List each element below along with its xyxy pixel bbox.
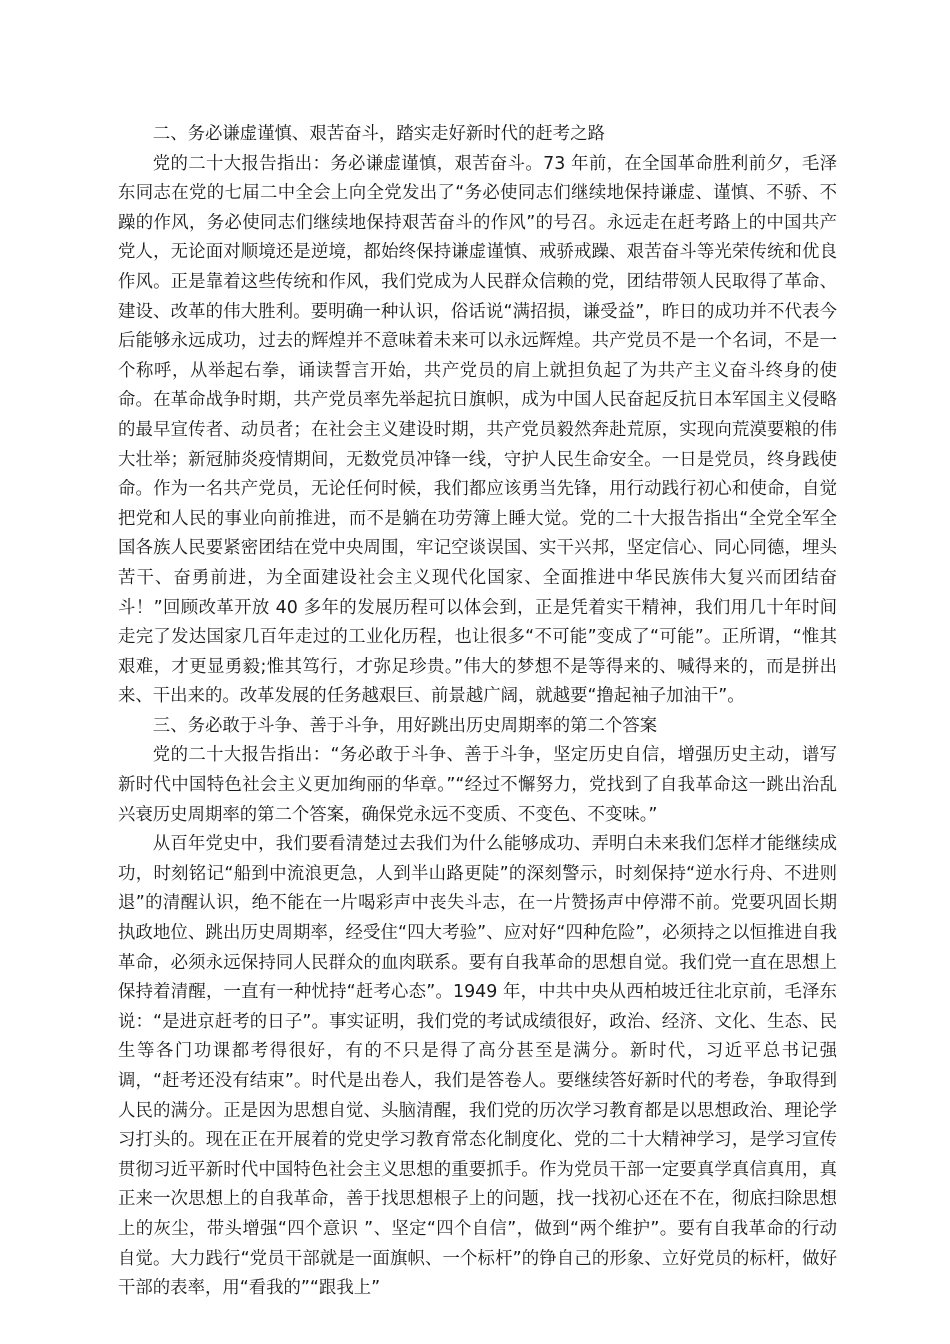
section-heading-3: 三、务必敢于斗争、善于斗争，用好跳出历史周期率的第二个答案: [152, 715, 658, 736]
paragraph-3: 从百年党史中，我们要看清楚过去我们为什么能够成功、弄明白未来我们怎样才能继续成功，时刻铭记“船到中流浪更急，人到半山路更陡”的深刻警示，时刻保持“逆水行舟、不进则退”的清醒认识，绝不能在一片喝彩声中丧失斗志，在一片赞扬声中停滞不前。党要巩固长期执政地位、跳出历史周期率，经受住“四大考验”、应对好“四种危险”，必须持之以恒推进自我革命，必须永远保持同人民群众的血肉联系。要有自我革命的思想自觉。我们党一直在思想上保持着清醒，一直有一种忧持“赶考心态”。1949 年，中共中央从西柏坡迁往北京前，毛泽东说：“是进京赶考的日子”。事实证明，我们党的考试成绩很好，政治、经济、文化、生态、民生等各门功课都考得很好，有的不只是得了高分甚至是满分。新时代，习近平总书记强调，“赶考还没有结束”。时代是出卷人，我们是答卷人。要继续答好新时代的考卷，争取得到人民的满分。正是因为思想自觉、头脑清醒，我们党的历次学习教育都是以思想政治、理论学习打头的。现在正在开展着的党史学习教育常态化制度化、党的二十大精神学习，是学习宣传贯彻习近平新时代中国特色社会主义思想的重要抓手。作为党员干部一定要真学真信真用，真正来一次思想上的自我革命，善于找思想根子上的问题，找一找初心还在不在，彻底扫除思想上的灰尘，带头增强“四个意识 ”、坚定“四个自信”，做到“两个维护”。要有自我革命的行动自觉。大力践行“党员干部就是一面旗帜、一个标杆”的铮自己的形象、立好党员的标杆，做好干部的表率，用“看我的”“跟我上”: [118, 834, 837, 1299]
paragraph-2: 党的二十大报告指出：“务必敢于斗争、善于斗争，坚定历史自信，增强历史主动，谱写新时代中国特色社会主义更加绚丽的华章。”“经过不懈努力，党找到了自我革命这一跳出治乱兴衰历史周期率的第二个答案，确保党永远不变质、不变色、不变味。”: [118, 745, 837, 825]
paragraph-1: 党的二十大报告指出：务必谦虚谨慎，艰苦奋斗。73 年前，在全国革命胜利前夕，毛泽东同志在党的七届二中全会上向全党发出了“务必使同志们继续地保持谦虚、谨慎、不骄、不躁的作风，务必使同志们继续地保持艰苦奋斗的作风”的号召。永远走在赶考路上的中国共产党人，无论面对顺境还是逆境，都始终保持谦虚谨慎、戒骄戒躁、艰苦奋斗等光荣传统和优良作风。正是靠着这些传统和作风，我们党成为人民群众信赖的党，团结带领人民取得了革命、建设、改革的伟大胜利。要明确一种认识，俗话说“满招损，谦受益”，昨日的成功并不代表今后能够永远成功，过去的辉煌并不意味着未来可以永远辉煌。共产党员不是一个名词，不是一个称呼，从举起右拳，诵读誓言开始，共产党员的肩上就担负起了为共产主义奋斗终身的使命。在革命战争时期，共产党员率先举起抗日旗帜，成为中国人民奋起反抗日本军国主义侵略的最早宣传者、动员者；在社会主义建设时期，共产党员毅然奔赴荒原，实现向荒漠要粮的伟大壮举；新冠肺炎疫情期间，无数党员冲锋一线，守护人民生命安全。一日是党员，终身践使命。作为一名共产党员，无论任何时候，我们都应该勇当先锋，用行动践行初心和使命，自觉把党和人民的事业向前推进，而不是躺在功劳簿上睡大觉。党的二十大报告指出“全党全军全国各族人民要紧密团结在党中央周围，牢记空谈误国、实干兴邦，坚定信心、同心同德，埋头苦干、奋勇前进，为全面建设社会主义现代化国家、全面推进中华民族伟大复兴而团结奋斗！”回顾改革开放 40 多年的发展历程可以体会到，正是凭着实干精神，我们用几十年时间走完了发达国家几百年走过的工业化历程，也让很多“不可能”变成了“可能”。正所谓，“惟其艰难，才更显勇毅;惟其笃行，才弥足珍贵。”伟大的梦想不是等得来的、喊得来的，而是拼出来、干出来的。改革发展的任务越艰巨、前景越广阔，就越要“撸起袖子加油干”。: [118, 153, 837, 707]
section-heading-2: 二、务必谦虚谨慎、艰苦奋斗，踏实走好新时代的赶考之路: [152, 124, 605, 144]
document-body: [118, 120, 837, 1304]
